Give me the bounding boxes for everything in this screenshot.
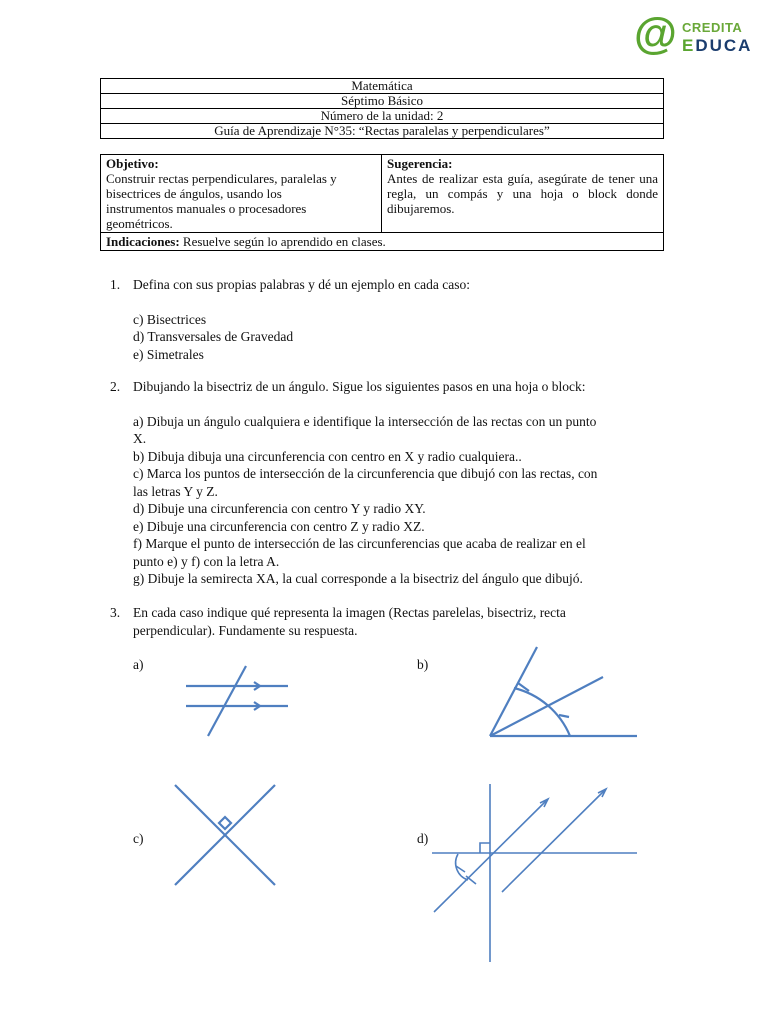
header-table: [100, 78, 664, 139]
question-2-text: Dibujando la bisectriz de un ángulo. Sigue los siguientes pasos en una hoja o block:: [133, 379, 586, 394]
logo-credita-text: CREDITA: [682, 20, 743, 35]
question-3: [133, 604, 566, 639]
objetivo-label: Objetivo:: [106, 156, 159, 171]
question-2-step: las letras Y y Z.: [133, 483, 218, 499]
question-2-step: X.: [133, 431, 147, 446]
subject-cell: Matemática: [101, 79, 664, 94]
figure-b-label: b): [417, 657, 429, 672]
figure-a-parallel-lines: [180, 662, 292, 742]
indicaciones-text: Resuelve según lo aprendido en clases.: [182, 234, 386, 249]
question-1: [133, 276, 470, 363]
indicaciones-label: Indicaciones:: [106, 234, 180, 249]
question-2-step: f) Marque el punto de intersección de las circunferencias que acaba de realizar en el: [133, 536, 586, 551]
question-2-step: g) Dibuje la semirecta XA, la cual corresponde a la bisectriz del ángulo que dibujó.: [133, 571, 583, 586]
logo-at-mark: @: [634, 9, 677, 58]
figure-a-label: a): [133, 657, 144, 672]
sugerencia-cell: [382, 155, 664, 233]
question-2-step: punto e) y f) con la letra A.: [133, 553, 280, 569]
question-3-line: En cada caso indique qué representa la imagen (Rectas parelelas, bisectriz, recta: [133, 605, 566, 620]
question-1-number: 1.: [110, 277, 121, 292]
question-3-line: perpendicular). Fundamente su respuesta.: [133, 622, 358, 638]
question-1-item: d) Transversales de Gravedad: [133, 329, 294, 344]
question-2-step: b) Dibuja dibuja una circunferencia con centro en X y radio cualquiera..: [133, 448, 522, 464]
guide-title-cell: Guía de Aprendizaje N°35: “Rectas paralelas y perpendiculares”: [101, 124, 664, 139]
figure-b-angle-bisector: [485, 645, 640, 740]
objetivo-cell: [101, 155, 382, 233]
unit-cell: Número de la unidad: 2: [101, 109, 664, 124]
sugerencia-text: Antes de realizar esta guía, asegúrate de tener una regla, un compás y una hoja o block donde dibujaremos.: [387, 171, 658, 216]
objetivo-line: geométricos.: [106, 216, 173, 231]
question-2-step: a) Dibuja un ángulo cualquiera e identifique la intersección de las rectas con un punto: [133, 413, 597, 429]
info-table: [100, 154, 664, 251]
question-1-item: e) Simetrales: [133, 346, 204, 362]
logo-educa-e: E: [682, 36, 696, 55]
question-3-number: 3.: [110, 605, 121, 620]
question-2-step: e) Dibuje una circunferencia con centro Z y radio XZ.: [133, 518, 425, 534]
question-2-step: d) Dibuje una circunferencia con centro Y y radio XY.: [133, 501, 426, 516]
question-1-item: c) Bisectrices: [133, 311, 207, 327]
question-2: [133, 378, 597, 588]
logo-educa-rest: DUCA: [695, 36, 753, 55]
grade-cell: Séptimo Básico: [101, 94, 664, 109]
objetivo-line: bisectrices de ángulos, usando los: [106, 186, 282, 201]
logo-educa-text: [682, 36, 752, 56]
figure-d-label: d): [417, 831, 429, 846]
indicaciones-cell: [101, 233, 664, 251]
objetivo-line: instrumentos manuales o procesadores: [106, 201, 307, 216]
objetivo-line: Construir rectas perpendiculares, paralelas y: [106, 171, 337, 186]
crediteduca-logo: [634, 9, 753, 60]
question-2-step: c) Marca los puntos de intersección de la circunferencia que dibujó con las rectas, con: [133, 466, 598, 481]
figure-c-label: c): [133, 831, 144, 846]
question-1-text: Defina con sus propias palabras y dé un ejemplo en cada caso:: [133, 277, 471, 292]
figure-c-perpendicular-lines: [170, 780, 282, 892]
figure-d-combined-lines: [430, 784, 640, 964]
question-2-number: 2.: [110, 379, 121, 394]
sugerencia-label: Sugerencia:: [387, 156, 453, 171]
